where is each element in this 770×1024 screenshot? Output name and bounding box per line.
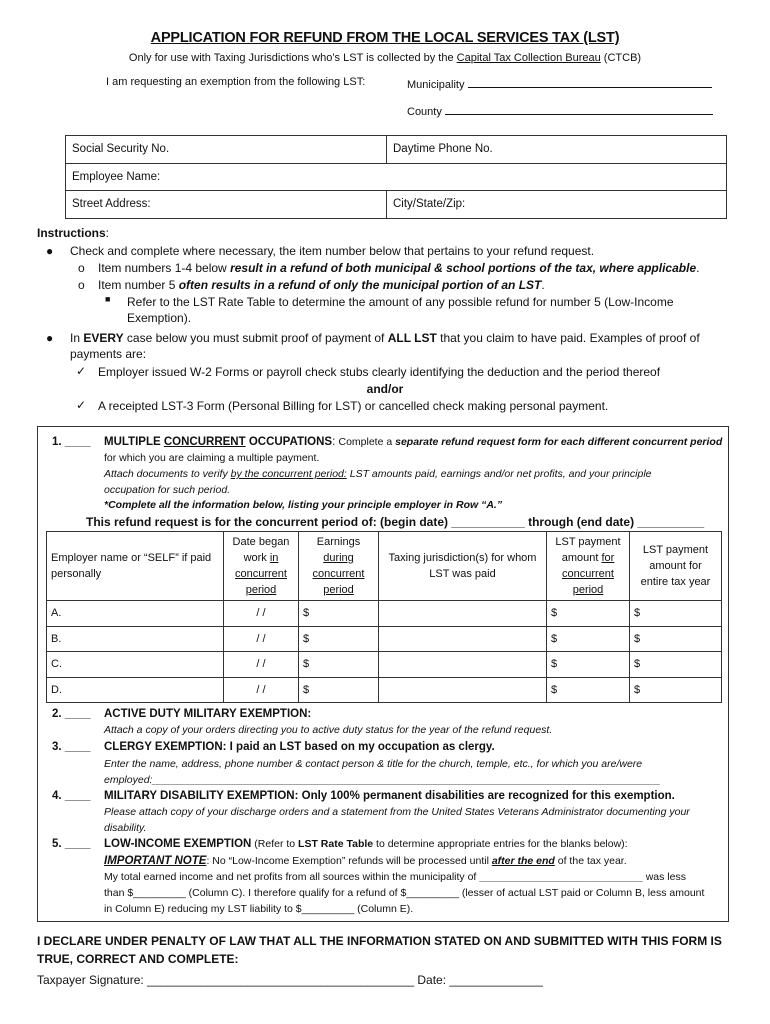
section-5-title: LOW-INCOME EXEMPTION (Refer to LST Rate Table to determine appropriate entries for the blanks below): <box>104 838 628 850</box>
taxpayer-info-table <box>65 135 727 219</box>
col-earnings-header: Earnings during concurrent period <box>299 532 379 601</box>
instruction-sub-2: Item number 5 often results in a refund of only the municipal portion of an LST. <box>98 278 545 292</box>
employee-name-field[interactable]: Employee Name: <box>66 163 727 191</box>
earnings-cell[interactable]: $ <box>299 626 379 652</box>
table-row <box>47 652 722 678</box>
instruction-subsub-1: Refer to the LST Rate Table to determine the amount of any possible refund for number 5 (Low-Income Exemption). <box>127 295 674 325</box>
entire-year-cell[interactable]: $ <box>630 677 722 703</box>
jurisdiction-cell[interactable] <box>379 626 547 652</box>
section-4-checkbox[interactable]: 4. ____ <box>52 790 91 802</box>
section-1-line-4: occupation for such period. <box>104 484 231 496</box>
section-1-line-2: for which you are claiming a multiple payment. <box>104 452 320 464</box>
col-jurisdiction-header: Taxing jurisdiction(s) for whom LST was paid <box>379 532 547 601</box>
lst-amount-cell[interactable]: $ <box>547 677 630 703</box>
jurisdiction-cell[interactable] <box>379 652 547 678</box>
phone-field[interactable]: Daytime Phone No. <box>387 136 727 164</box>
section-5-note: IMPORTANT NOTE: No “Low-Income Exemption” refunds will be processed until after the end of the tax year. <box>104 855 627 867</box>
concurrent-employment-table <box>46 531 722 703</box>
section-4-desc: Please attach copy of your discharge orders and a statement from the United States Veterans Administrator documenting your disability. <box>104 806 690 834</box>
lst-amount-cell[interactable]: $ <box>547 626 630 652</box>
earnings-cell[interactable]: $ <box>299 652 379 678</box>
date-field: Date: ______________ <box>417 973 543 987</box>
circle-bullet-icon: o <box>78 261 85 275</box>
instructions-heading: Instructions: <box>37 226 110 240</box>
jurisdiction-cell[interactable] <box>379 601 547 627</box>
ctcb-name: Capital Tax Collection Bureau <box>456 52 601 64</box>
table-row <box>47 677 722 703</box>
city-state-zip-field[interactable]: City/State/Zip: <box>387 191 727 219</box>
col-date-began-header: Date began work in concurrent period <box>224 532 299 601</box>
section-5-line-4[interactable]: than $_________ (Column C). I therefore qualify for a refund of $_________ (lesser of actual LST paid or Column B, less amount <box>104 887 705 899</box>
earnings-cell[interactable]: $ <box>299 601 379 627</box>
municipality-field[interactable]: Municipality <box>407 76 712 91</box>
section-2-title: ACTIVE DUTY MILITARY EXEMPTION: <box>104 708 312 720</box>
declaration: I DECLARE UNDER PENALTY OF LAW THAT ALL THE INFORMATION STATED ON AND SUBMITTED WITH THIS FORM IS TRUE, CORRECT AND COMPLETE: <box>37 934 722 966</box>
checkmark-icon: ✓ <box>76 398 87 412</box>
section-1-line-3: Attach documents to verify by the concurrent period: LST amounts paid, earnings and/or net profits, and your principle <box>104 468 652 480</box>
row-label[interactable]: C. <box>47 652 224 678</box>
table-header-row <box>47 532 722 601</box>
col-employer-header: Employer name or “SELF” if paid personally <box>47 532 224 601</box>
date-cell[interactable]: / / <box>224 677 299 703</box>
lst-amount-cell[interactable]: $ <box>547 652 630 678</box>
section-5-line-3[interactable]: My total earned income and net profits from all sources within the municipality of ____________________________ was less <box>104 871 686 883</box>
jurisdiction-cell[interactable] <box>379 677 547 703</box>
row-label[interactable]: A. <box>47 601 224 627</box>
bullet-icon: ● <box>46 331 54 345</box>
section-2-checkbox[interactable]: 2. ____ <box>52 708 91 720</box>
clergy-employer-field[interactable]: employed:_______________________________________________________________________________________ <box>104 774 661 786</box>
and-or-label: and/or <box>366 382 404 396</box>
date-cell[interactable]: / / <box>224 626 299 652</box>
request-label: I am requesting an exemption from the following LST: <box>106 76 366 88</box>
table-row <box>47 601 722 627</box>
section-5-checkbox[interactable]: 5. ____ <box>52 838 91 850</box>
row-label[interactable]: D. <box>47 677 224 703</box>
signature-line[interactable] <box>37 973 543 987</box>
row-label[interactable]: B. <box>47 626 224 652</box>
proof-option-2: A receipted LST-3 Form (Personal Billing for LST) or cancelled check making personal payment. <box>98 399 609 413</box>
proof-option-1: Employer issued W-2 Forms or payroll check stubs clearly identifying the deduction and the period thereof <box>98 365 661 379</box>
section-3-title: CLERGY EXEMPTION: I paid an LST based on my occupation as clergy. <box>104 741 495 753</box>
entire-year-cell[interactable]: $ <box>630 652 722 678</box>
entire-year-cell[interactable]: $ <box>630 626 722 652</box>
county-field[interactable]: County <box>407 103 713 118</box>
section-1-checkbox[interactable]: 1. ____ <box>52 436 91 448</box>
section-3-desc: Enter the name, address, phone number & contact person & title for the church, temple, etc., for which you are/were <box>104 758 643 770</box>
section-3-checkbox[interactable]: 3. ____ <box>52 741 91 753</box>
col-entire-year-header: LST payment amount for entire tax year <box>630 532 722 601</box>
section-2-desc: Attach a copy of your orders directing you to active duty status for the year of the refund request. <box>104 724 553 736</box>
street-address-field[interactable]: Street Address: <box>66 191 387 219</box>
date-cell[interactable]: / / <box>224 601 299 627</box>
checkmark-icon: ✓ <box>76 364 87 378</box>
section-4-title: MILITARY DISABILITY EXEMPTION: Only 100% permanent disabilities are recognized for this exemption. <box>104 790 675 802</box>
instruction-bullet-1: Check and complete where necessary, the item number below that pertains to your refund request. <box>70 244 595 258</box>
col-lst-amount-header: LST payment amount for concurrent period <box>547 532 630 601</box>
taxpayer-signature-field: Taxpayer Signature: ________________________________________ <box>37 973 415 987</box>
ssn-field[interactable]: Social Security No. <box>66 136 387 164</box>
circle-bullet-icon: o <box>78 278 85 292</box>
table-row <box>47 626 722 652</box>
form-title: APPLICATION FOR REFUND FROM THE LOCAL SERVICES TAX (LST) <box>150 30 620 46</box>
entire-year-cell[interactable]: $ <box>630 601 722 627</box>
section-1-title: MULTIPLE CONCURRENT OCCUPATIONS: Complete a separate refund request form for each different concurrent period <box>104 436 723 448</box>
form-subtitle: Only for use with Taxing Jurisdictions who’s LST is collected by the Capital Tax Collection Bureau (CTCB) <box>128 52 642 64</box>
earnings-cell[interactable]: $ <box>299 677 379 703</box>
bullet-icon: ● <box>46 244 54 258</box>
instruction-bullet-2: In EVERY case below you must submit proof of payment of ALL LST that you claim to have paid. Examples of proof of payments are: <box>70 331 700 361</box>
concurrent-period-line[interactable]: This refund request is for the concurrent period of: (begin date) ___________ through (end date) __________ <box>86 515 705 529</box>
lst-amount-cell[interactable]: $ <box>547 601 630 627</box>
section-1-line-5: *Complete all the information below, listing your principle employer in Row “A.” <box>104 499 503 511</box>
date-cell[interactable]: / / <box>224 652 299 678</box>
section-5-line-5[interactable]: in Column E) reducing my LST liability to $_________ (Column E). <box>104 903 414 915</box>
square-bullet-icon: ■ <box>105 294 111 304</box>
instruction-sub-1: Item numbers 1-4 below result in a refund of both municipal & school portions of the tax, where applicable. <box>98 261 700 275</box>
